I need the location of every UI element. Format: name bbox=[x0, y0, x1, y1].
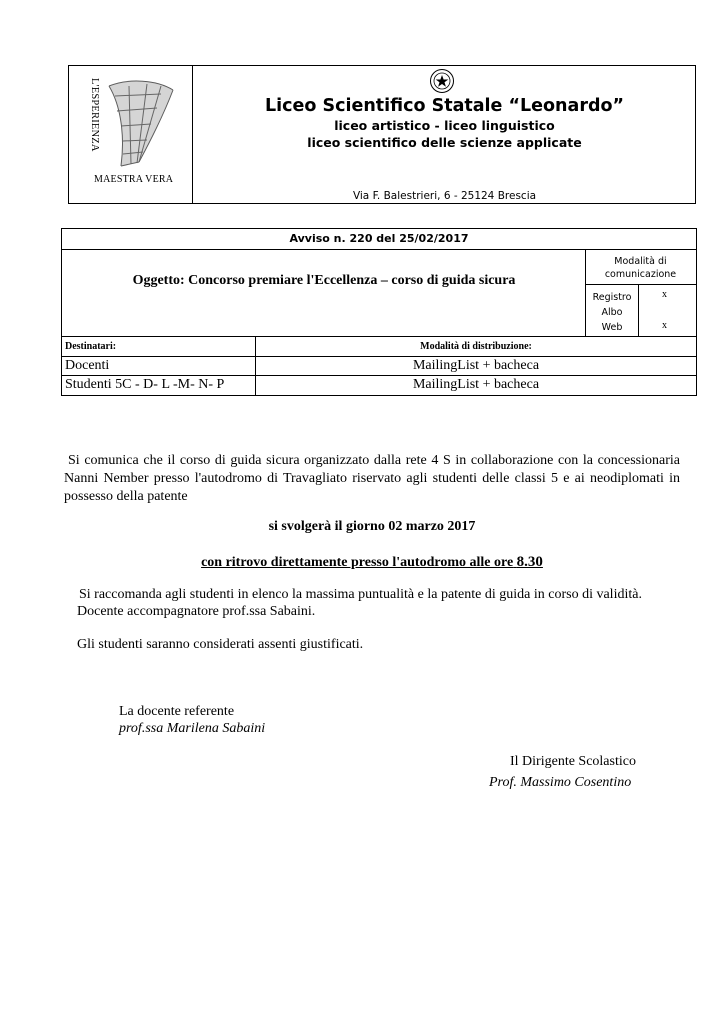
distribution-header: Modalità di distribuzione: bbox=[420, 341, 532, 352]
logo-bottom-text: MAESTRA VERA bbox=[94, 174, 174, 185]
republic-emblem-icon bbox=[429, 68, 455, 94]
body-paragraph-3: Docente accompagnatore prof.ssa Sabaini. bbox=[77, 604, 316, 619]
communication-mode-label: Modalità di comunicazione bbox=[604, 256, 677, 280]
dirigente-name: Prof. Massimo Cosentino bbox=[489, 775, 632, 790]
registro-albo-web: Registro Albo Web bbox=[592, 292, 632, 333]
body-paragraph-4: Gli studenti saranno considerati assenti giustificati. bbox=[77, 637, 364, 652]
referente-title: La docente referente bbox=[119, 704, 235, 719]
event-date: si svolgerà il giorno 02 marzo 2017 bbox=[268, 519, 476, 534]
recipients-header: Destinatari: bbox=[65, 341, 117, 352]
referente-name: prof.ssa Marilena Sabaini bbox=[119, 721, 266, 736]
registro-mark: x bbox=[662, 289, 667, 300]
body-paragraph-1: Si comunica che il corso di guida sicura organizzato dalla rete 4 S in collaborazione con la concessionaria Nanni Nember presso l'autodromo di Travagliato riservato agli studenti delle classi 5 e ai neodiplomati in possesso della patente bbox=[64, 453, 680, 504]
meeting-time: 8.30 bbox=[516, 554, 543, 570]
distribution-row-2: MailingList + bacheca bbox=[412, 377, 540, 392]
school-name: Liceo Scientifico Statale “Leonardo” bbox=[264, 96, 625, 116]
logo-vertical-text: L'ESPERIENZA bbox=[89, 78, 100, 152]
school-subtitle-2: liceo scientifico delle scienze applicate bbox=[307, 135, 582, 150]
school-subtitle-1: liceo artistico - liceo linguistico bbox=[334, 118, 555, 133]
web-mark: x bbox=[662, 320, 667, 331]
school-address: Via F. Balestrieri, 6 - 25124 Brescia bbox=[352, 190, 537, 202]
distribution-row-1: MailingList + bacheca bbox=[412, 358, 540, 373]
recipient-row-2: Studenti 5C - D- L -M- N- P bbox=[65, 377, 225, 392]
dirigente-title: Il Dirigente Scolastico bbox=[510, 754, 636, 769]
meeting-text: con ritrovo direttamente presso l'autodromo alle ore bbox=[201, 555, 514, 570]
notice-subject: Oggetto: Concorso premiare l'Eccellenza – corso di guida sicura bbox=[132, 273, 516, 288]
notice-number: Avviso n. 220 del 25/02/2017 bbox=[289, 232, 469, 245]
body-paragraph-2: Si raccomanda agli studenti in elenco la massima puntualità e la patente di guida in corso di validità. bbox=[79, 587, 642, 602]
recipient-row-1: Docenti bbox=[65, 358, 110, 373]
meeting-line bbox=[64, 554, 680, 571]
